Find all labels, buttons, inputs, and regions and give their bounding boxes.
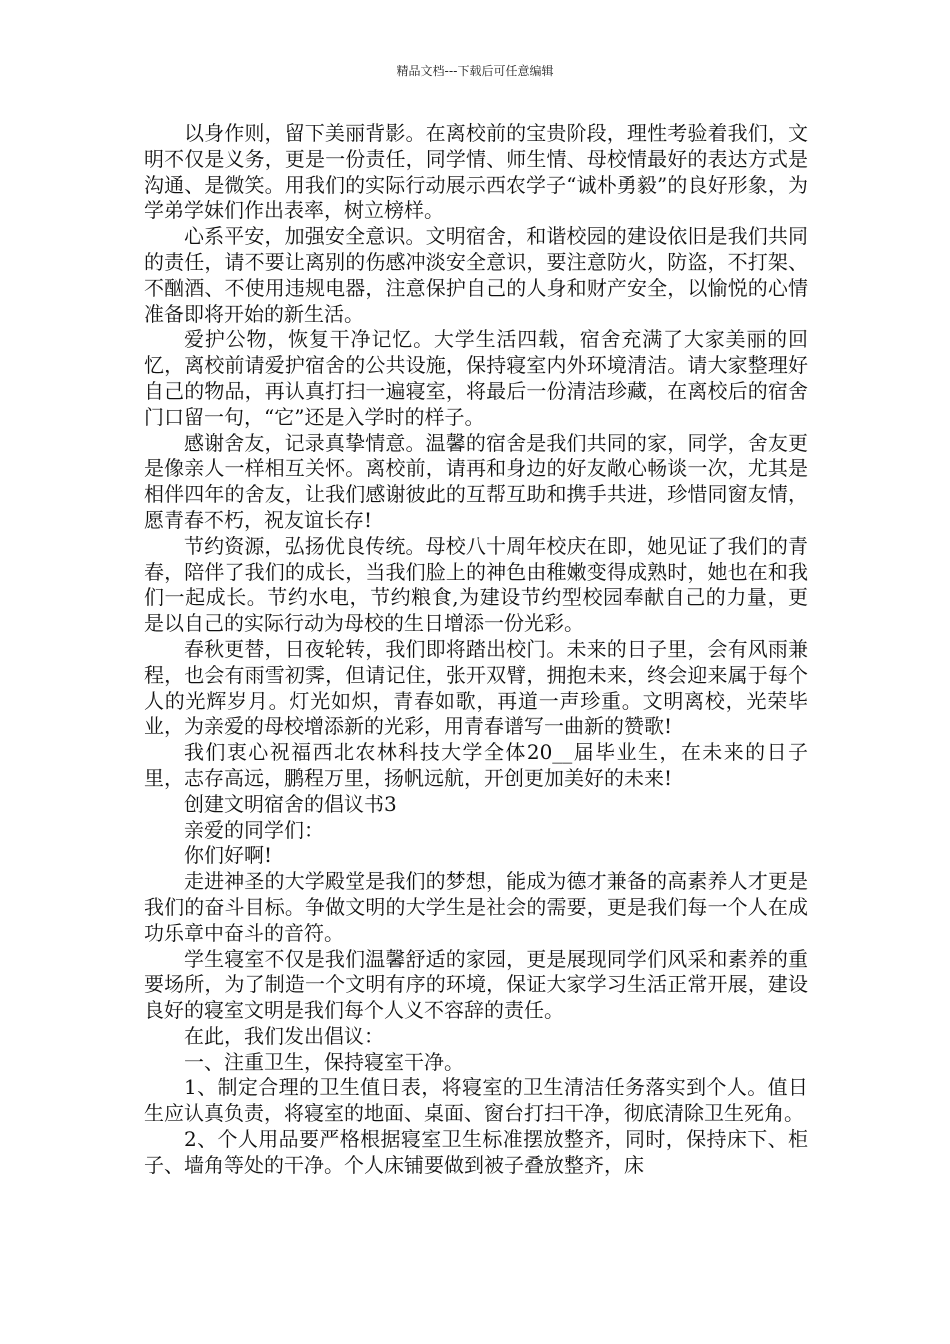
- document-body: [144, 121, 808, 1179]
- paragraph: 以身作则，留下美丽背影。在离校前的宝贵阶段，理性考验着我们，文明不仅是义务，更是一份责任，同学情、师生情、母校情最好的表达方式是沟通、是微笑。用我们的实际行动展示西农学子“诚朴勇毅”的良好形象，为学弟学妹们作出表率，树立榜样。: [144, 121, 808, 223]
- paragraph: 在此，我们发出倡议：: [184, 1023, 384, 1048]
- paragraph: 节约资源，弘扬优良传统。母校八十周年校庆在即，她见证了我们的青春，陪伴了我们的成长，当我们脸上的神色由稚嫩变得成熟时，她也在和我们一起成长。节约水电，节约粮食,为建设节约型校园奉献自己的力量，更是以自己的实际行动为母校的生日增添一份光彩。: [144, 533, 808, 636]
- list-item: 1、制定合理的卫生值日表，将寝室的卫生清洁任务落实到个人。值日生应认真负责，将寝室的地面、桌面、窗台打扫干净，彻底清除卫生死角。: [144, 1075, 808, 1126]
- paragraph: 春秋更替，日夜轮转，我们即将踏出校门。未来的日子里，会有风雨兼程，也会有雨雪初霁，但请记住，张开双臂，拥抱未来，终会迎来属于每个人的光辉岁月。灯光如炽，青春如歌，再道一声珍重。文明离校，光荣毕业，为亲爱的母校增添新的光彩，用青春谱写一曲新的赞歌!: [144, 636, 808, 739]
- list-heading: 一、注重卫生，保持寝室干净。: [184, 1049, 464, 1074]
- paragraph: 学生寝室不仅是我们温馨舒适的家园，更是展现同学们风采和素养的重要场所，为了制造一个文明有序的环境，保证大家学习生活正常开展，建设良好的寝室文明是我们每个人义不容辞的责任。: [144, 946, 808, 1023]
- paragraph: 感谢舍友，记录真挚情意。温馨的宿舍是我们共同的家，同学，舍友更是像亲人一样相互关怀。离校前，请再和身边的好友敞心畅谈一次，尤其是相伴四年的舍友，让我们感谢彼此的互帮互助和携手共进，珍惜同窗友情，愿青春不朽，祝友谊长存!: [144, 430, 808, 532]
- paragraph: 心系平安，加强安全意识。文明宿舍，和谐校园的建设依旧是我们共同的责任，请不要让离别的伤感冲淡安全意识，要注意防火，防盗，不打架、不酗酒、不使用违规电器，注意保护自己的人身和财产安全，以愉悦的心情准备即将开始的新生活。: [144, 224, 808, 326]
- paragraph: 我们衷心祝福西北农林科技大学全体20__届毕业生，在未来的日子里，志存高远，鹏程万里，扬帆远航，开创更加美好的未来!: [144, 740, 808, 790]
- section-title: 创建文明宿舍的倡议书3: [184, 791, 397, 816]
- salutation: 亲爱的同学们：: [184, 817, 324, 842]
- paragraph: 爱护公物，恢复干净记忆。大学生活四载，宿舍充满了大家美丽的回忆，离校前请爱护宿舍的公共设施，保持寝室内外环境清洁。请大家整理好自己的物品，再认真打扫一遍寝室，将最后一份清洁珍藏，在离校后的宿舍门口留一句，“它”还是入学时的样子。: [144, 327, 808, 429]
- greeting: 你们好啊!: [184, 843, 273, 868]
- paragraph: 走进神圣的大学殿堂是我们的梦想，能成为德才兼备的高素养人才更是我们的奋斗目标。争做文明的大学生是社会的需要，更是我们每一个人在成功乐章中奋斗的音符。: [144, 869, 808, 945]
- page-header: 精品文档---下载后可任意编辑: [396, 64, 554, 78]
- list-item: 2、个人用品要严格根据寝室卫生标准摆放整齐，同时，保持床下、柜子、墙角等处的干净。个人床铺要做到被子叠放整齐，床: [144, 1127, 808, 1177]
